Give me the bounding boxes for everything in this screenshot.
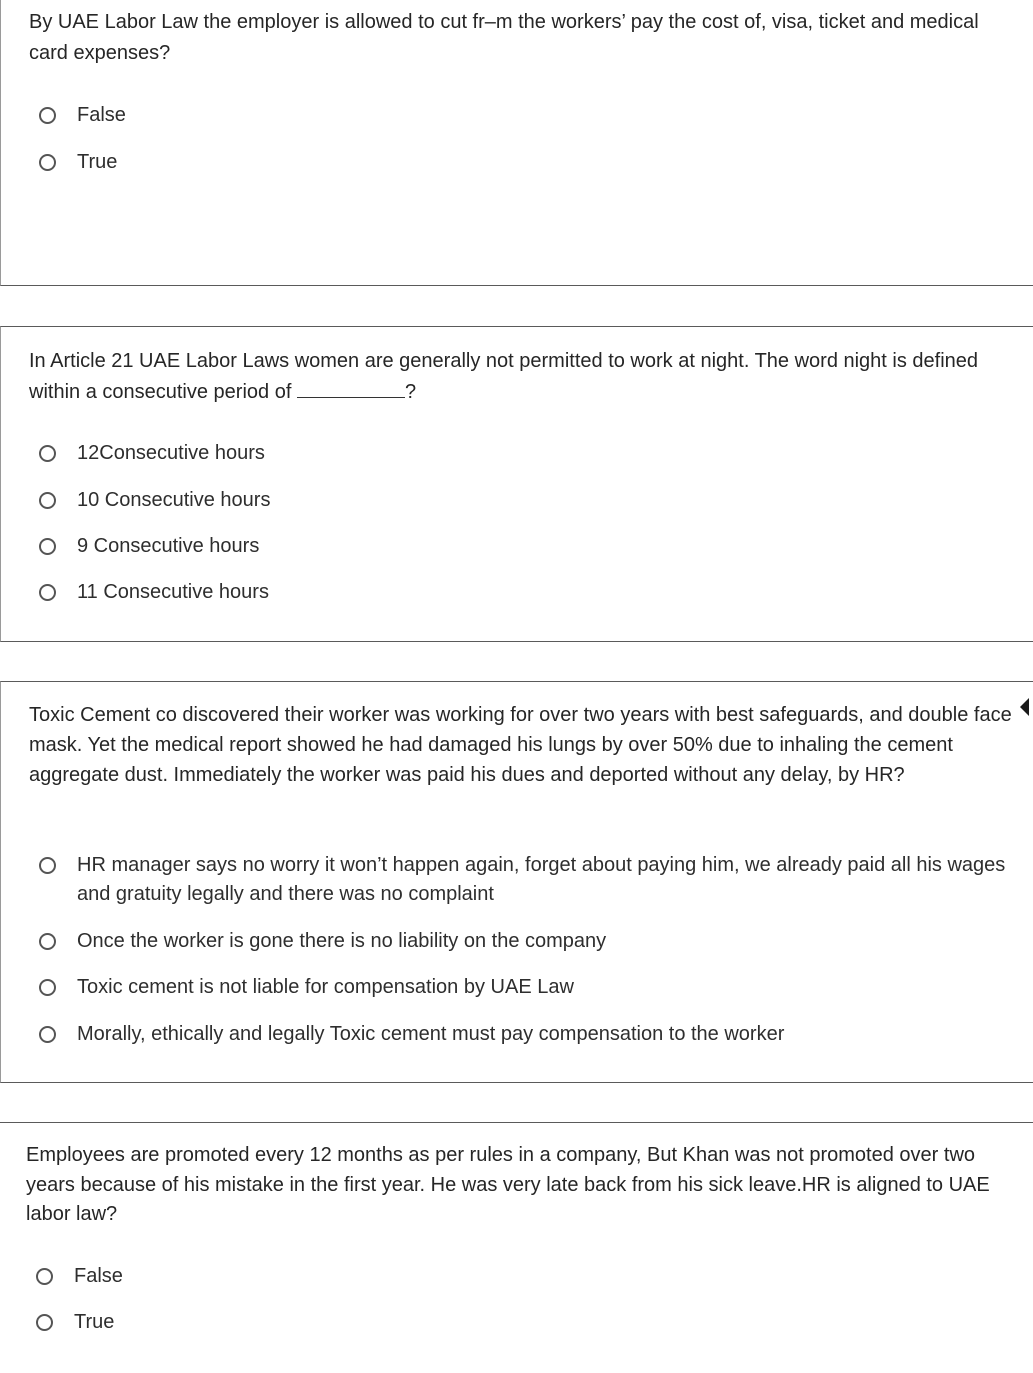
radio-icon[interactable] [39, 857, 56, 874]
option-false[interactable] [36, 1262, 1033, 1291]
question-text: By UAE Labor Law the employer is allowed to cut fr‒m the workers’ pay the cost of, visa, ticket and medical card expenses? [29, 11, 979, 64]
question-card-1 [0, 0, 1033, 286]
question-card-2 [0, 326, 1033, 642]
option-9-hours[interactable] [39, 532, 1033, 561]
option-label: 10 Consecutive hours [77, 489, 271, 511]
question-card-3 [0, 681, 1033, 1083]
radio-icon[interactable] [39, 538, 56, 555]
option-hr-manager[interactable] [39, 851, 1033, 909]
radio-icon[interactable] [39, 1026, 56, 1043]
radio-icon[interactable] [36, 1268, 53, 1285]
option-12-hours[interactable] [39, 439, 1033, 468]
chevron-left-icon [1020, 698, 1029, 716]
option-label: False [74, 1265, 123, 1287]
option-10-hours[interactable] [39, 486, 1033, 515]
question-text: Employees are promoted every 12 months as per rules in a company, But Khan was not promoted over two years because of his mistake in the first year. He was very late back from his sick leave.HR is aligned to UAE labor law? [26, 1144, 990, 1225]
option-label: HR manager says no worry it won’t happen again, forget about paying him, we already paid all his wages and gratuity legally and there was no complaint [77, 854, 1006, 905]
option-no-liability[interactable] [39, 927, 1033, 956]
question-text-end: ? [404, 381, 417, 403]
question-text: Toxic Cement co discovered their worker was working for over two years with best safeguards, and double face mask. Yet the medical report showed he had damaged his lungs by over 50% due to inhaling the cement aggregate dust. Immediately the worker was paid his dues and deported without any delay, by HR? [29, 704, 1012, 786]
answer-blank [297, 379, 405, 398]
option-11-hours[interactable] [39, 578, 1033, 607]
option-true[interactable] [39, 148, 1033, 177]
option-label: 9 Consecutive hours [77, 535, 260, 557]
question-card-4 [0, 1122, 1033, 1373]
option-label: False [77, 104, 126, 126]
radio-icon[interactable] [39, 979, 56, 996]
option-must-pay[interactable] [39, 1020, 1033, 1049]
radio-icon[interactable] [39, 492, 56, 509]
option-label: True [77, 151, 118, 173]
option-label: 12Consecutive hours [77, 442, 265, 464]
option-label: Morally, ethically and legally Toxic cement must pay compensation to the worker [77, 1023, 785, 1045]
radio-icon[interactable] [36, 1314, 53, 1331]
option-label: Toxic cement is not liable for compensation by UAE Law [77, 976, 574, 998]
option-label: True [74, 1311, 115, 1333]
question-text [29, 346, 1023, 408]
radio-icon[interactable] [39, 154, 56, 171]
radio-icon[interactable] [39, 933, 56, 950]
option-false[interactable] [39, 101, 1033, 130]
option-true[interactable] [36, 1308, 1033, 1337]
option-label: 11 Consecutive hours [77, 581, 269, 603]
option-label: Once the worker is gone there is no liability on the company [77, 930, 607, 952]
radio-icon[interactable] [39, 107, 56, 124]
option-not-liable[interactable] [39, 973, 1033, 1002]
radio-icon[interactable] [39, 445, 56, 462]
question-text-start: In Article 21 UAE Labor Laws women are generally not permitted to work at night. The word night is defined within a consecutive period of [29, 350, 979, 403]
radio-icon[interactable] [39, 584, 56, 601]
